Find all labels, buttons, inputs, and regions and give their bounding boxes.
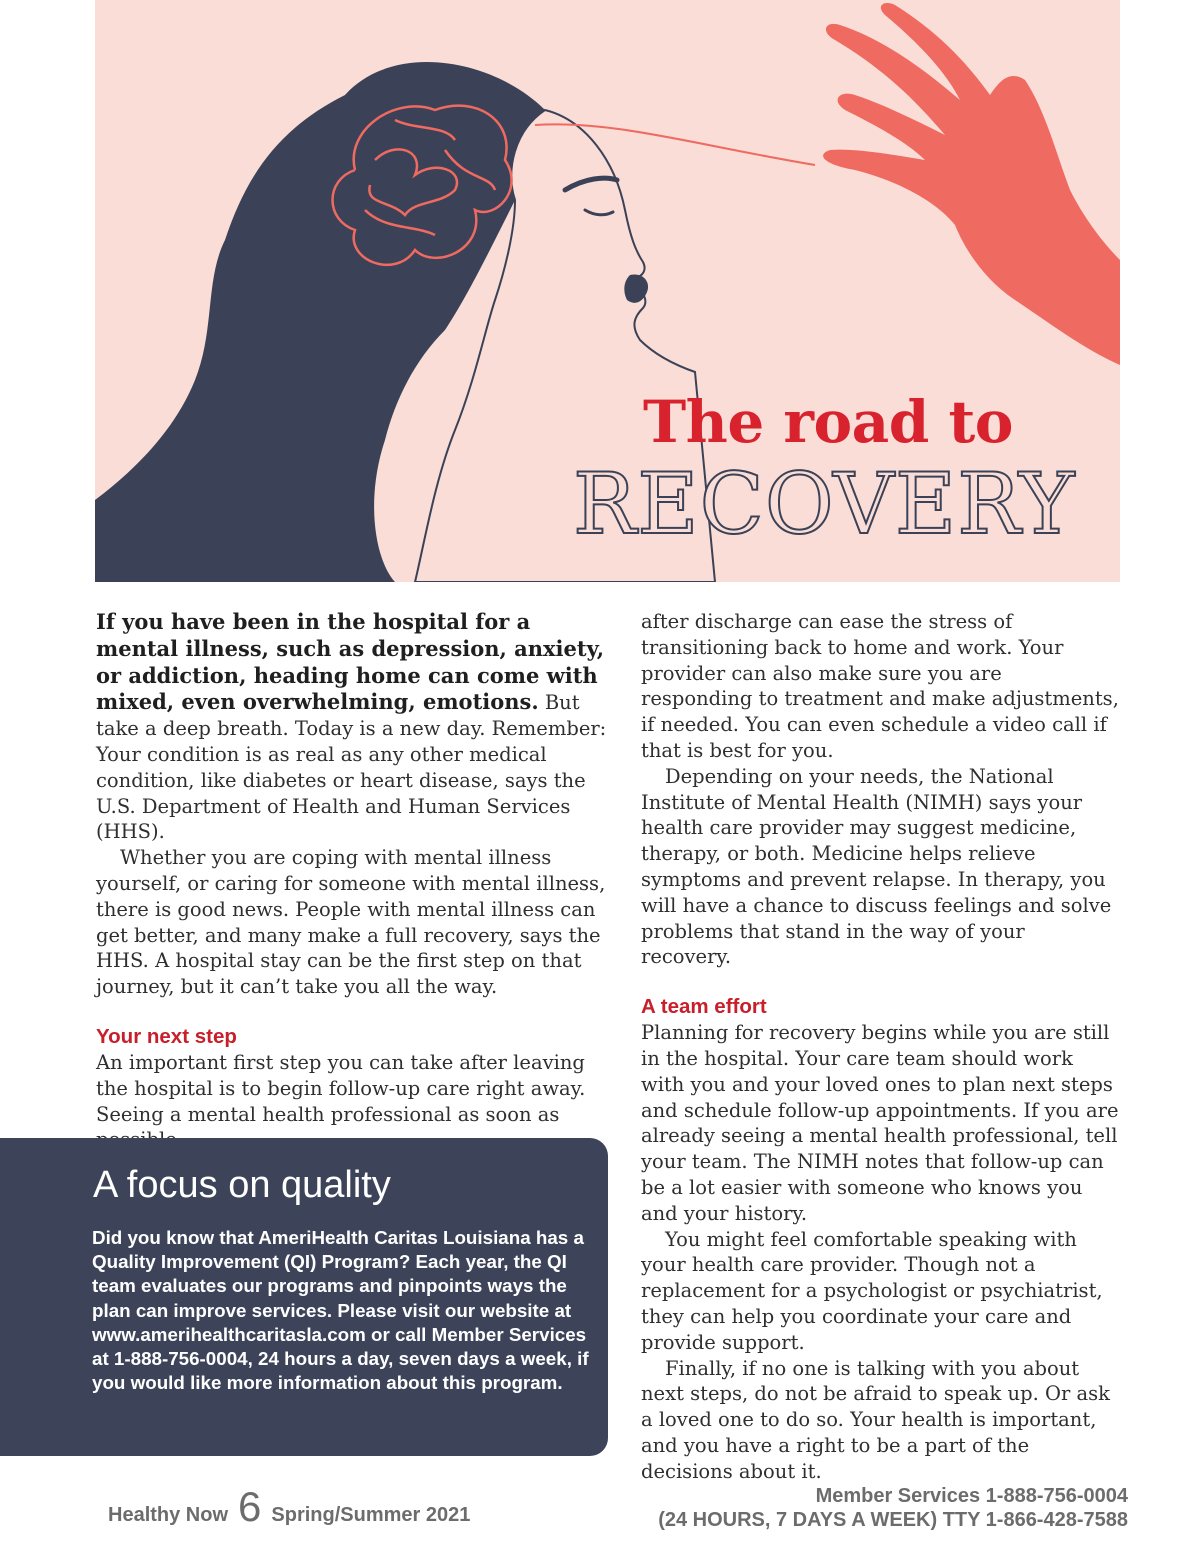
section-heading-team-effort: A team effort xyxy=(641,995,767,1019)
right-column xyxy=(641,609,1119,1485)
footer-contact xyxy=(658,1484,1128,1532)
lead-rest-text: But take a deep breath. Today is a new day. Remember: Your condition is as real as any other medical condition, like diabetes or heart disease, says the U.S. Department of Health and Human Services (HHS). xyxy=(96,691,607,844)
intro-paragraph xyxy=(96,609,608,845)
lead-text: If you have been in the hospital for a mental illness, such as depression, anxiety, or addiction, heading home can come with mixed, even overwhelming, emotions. xyxy=(96,609,605,715)
body-paragraph: Planning for recovery begins while you are still in the hospital. Your care team should work with you and your loved ones to plan next steps and schedule follow-up appointments. If you are already seeing a mental health professional, tell your team. The NIMH notes that follow-up can be a lot easier with someone who knows you and your history. xyxy=(641,1021,1119,1225)
member-services-line: Member Services 1-888-756-0004 xyxy=(815,1485,1128,1507)
body-paragraph: Whether you are coping with mental illness yourself, or caring for someone with mental illness, there is good news. People with mental illness can get better, and many make a full recovery, says the HHS. A hospital stay can be the first step on that journey, but it can’t take you all the way. xyxy=(96,846,606,999)
issue-name: Spring/Summer 2021 xyxy=(271,1504,471,1526)
callout-title: A focus on quality xyxy=(93,1164,391,1206)
page-number: 6 xyxy=(238,1483,262,1530)
section-heading-next-step: Your next step xyxy=(96,1024,237,1048)
callout-text: or call Member Services at xyxy=(92,1323,587,1370)
hero-title-line2: RECOVERY xyxy=(573,455,1076,553)
hours-tty-line: (24 HOURS, 7 DAYS A WEEK) TTY 1-866-428-7588 xyxy=(658,1509,1128,1531)
body-paragraph: An important first step you can take after leaving the hospital is to begin follow-up care right away. Seeing a mental health professional as soon as xyxy=(96,1050,586,1126)
hand-shape xyxy=(823,3,1120,365)
callout-text: 24 hours a day, seven days a week, if you would like more information about this program. xyxy=(92,1348,589,1394)
hero-title-line1: The road to xyxy=(643,388,1013,456)
phone-number[interactable]: 1-888-756-0004, xyxy=(113,1348,253,1370)
publication-name: Healthy Now xyxy=(108,1504,229,1526)
body-paragraph: Depending on your needs, the National Institute of Mental Health (NIMH) says your health care provider may suggest medicine, therapy, or both. Medicine helps relieve symptoms and prevent relapse. In therapy, you will have a chance to discuss feelings and solve problems that stand in the way of your recovery. xyxy=(641,764,1112,969)
left-column xyxy=(96,609,608,1153)
hero-illustration xyxy=(95,0,1120,582)
quality-callout-box xyxy=(0,1138,608,1456)
footer-publication xyxy=(108,1483,470,1531)
callout-body xyxy=(92,1226,590,1395)
body-paragraph: You might feel comfortable speaking with your health care provider. Though not a replacement for a psychologist or psychiatrist, they can help you coordinate your care and provide support. xyxy=(641,1227,1103,1354)
website-link[interactable]: www.amerihealthcaritasla.com xyxy=(92,1323,366,1345)
callout-text: Did you know that AmeriHealth Caritas Louisiana has a Quality Improvement (QI) Program? Each year, the QI team evaluates our programs and pinpoints ways the plan can improve services. Please visit our website at xyxy=(92,1227,584,1321)
body-paragraph: after discharge can ease the stress of transitioning back to home and work. Your provider can also make sure you are responding to treatment and make adjustments, if needed. You can even schedule a video call if that is best for you. xyxy=(641,610,1119,762)
body-paragraph: Finally, if no one is talking with you about next steps, do not be afraid to speak up. Or ask a loved one to do so. Your health is important, and you have a right to be a part of the decisions about it. xyxy=(641,1356,1110,1483)
